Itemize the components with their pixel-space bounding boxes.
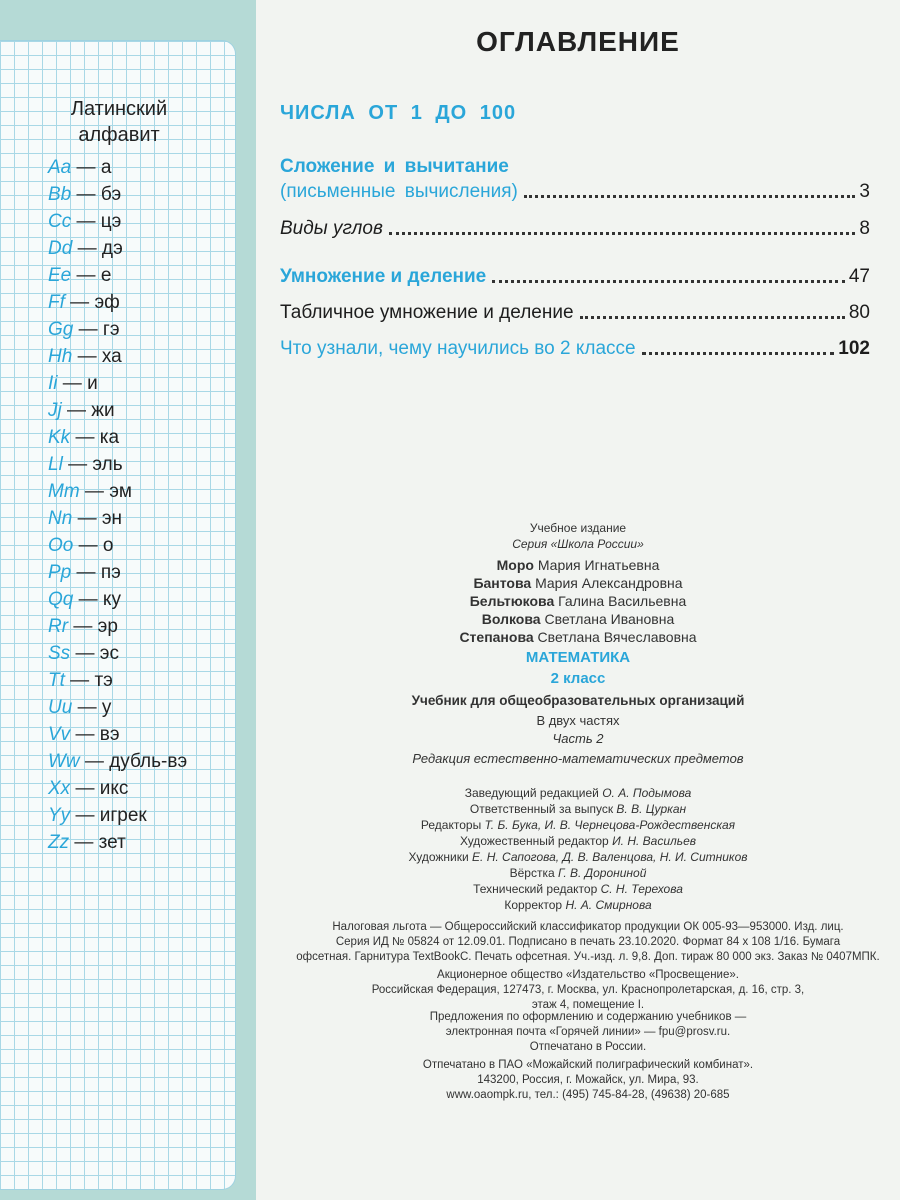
credit-line	[256, 833, 900, 849]
legal-info	[268, 920, 900, 965]
alphabet-title-line2: алфавит	[78, 124, 160, 146]
dash: —	[71, 562, 101, 583]
letter-name: и	[87, 373, 98, 394]
latin-letter: Ss	[48, 643, 71, 664]
latin-letter: Jj	[48, 400, 62, 421]
printer-line: 143200, Россия, г. Можайск, ул. Мира, 93.	[477, 1074, 699, 1086]
printed-in: Отпечатано в России.	[529, 1041, 647, 1053]
latin-letter: Ii	[48, 373, 58, 394]
feedback-info	[268, 1010, 900, 1040]
letter-name: е	[100, 265, 112, 286]
author-surname: Моро	[496, 557, 534, 573]
latin-letter: Ww	[48, 751, 80, 772]
alphabet-entry	[48, 262, 187, 289]
toc-heading: ОГЛАВЛЕНИЕ	[476, 26, 680, 57]
letter-name: зет	[98, 832, 126, 853]
latin-letter: Xx	[48, 778, 71, 799]
author-surname: Волкова	[481, 611, 541, 627]
author-surname: Степанова	[459, 629, 534, 645]
author-surname: Бантова	[473, 575, 532, 591]
alphabet-entry	[48, 586, 187, 613]
alphabet-entry	[48, 694, 187, 721]
toc-entry	[280, 302, 870, 324]
letter-name: игрек	[99, 805, 147, 826]
printer-info	[268, 1058, 900, 1103]
dash: —	[72, 697, 102, 718]
letter-name: эс	[99, 643, 119, 664]
alphabet-entry	[48, 640, 187, 667]
latin-letter: Qq	[48, 589, 74, 610]
letter-name: цэ	[100, 211, 122, 232]
dash: —	[61, 400, 92, 421]
letter-name: ка	[99, 427, 120, 448]
latin-letter: Oo	[48, 535, 74, 556]
alphabet-list	[48, 154, 187, 856]
toc-page-number: 80	[848, 302, 870, 323]
dash: —	[57, 373, 88, 394]
toc-entry-label: Табличное умножение и деление	[280, 302, 574, 323]
alphabet-entry	[48, 181, 187, 208]
credit-person: Е. Н. Сапогова, Д. В. Валенцова, Н. И. Ситников	[472, 850, 748, 864]
latin-letter: Vv	[48, 724, 71, 745]
part-number: Часть 2	[552, 731, 604, 746]
latin-letter: Cc	[48, 211, 72, 232]
latin-letter: Yy	[48, 805, 71, 826]
author-name: Галина Васильевна	[558, 593, 687, 609]
alphabet-entry	[48, 559, 187, 586]
letter-name: ку	[102, 589, 121, 610]
imprint-block	[256, 520, 900, 552]
author-name: Светлана Ивановна	[544, 611, 675, 627]
credits-list	[256, 785, 900, 913]
toc-leader-dots	[642, 352, 835, 355]
latin-letter: Nn	[48, 508, 73, 529]
letter-name: эль	[92, 454, 123, 475]
letter-name: а	[100, 157, 112, 178]
feedback-line: электронная почта «Горячей линии» — fpu@prosv.ru.	[445, 1026, 731, 1038]
latin-letter: Bb	[48, 184, 72, 205]
credit-line	[256, 849, 900, 865]
toc-entry-label: Умножение и деление	[280, 266, 487, 287]
alphabet-entry	[48, 208, 187, 235]
alphabet-entry	[48, 478, 187, 505]
dash: —	[64, 670, 95, 691]
alphabet-title	[24, 96, 214, 148]
toc-leader-dots	[389, 232, 856, 235]
alphabet-entry	[48, 748, 187, 775]
alphabet-entry	[48, 154, 187, 181]
dash: —	[71, 157, 101, 178]
credit-line	[256, 817, 900, 833]
dash: —	[73, 319, 103, 340]
toc-leader-dots	[492, 280, 845, 283]
credit-role: Технический редактор	[473, 882, 598, 896]
credit-role: Художники	[408, 850, 469, 864]
publisher-line: Акционерное общество «Издательство «Просвещение».	[437, 969, 739, 981]
book-type: Учебник для общеобразовательных организаций	[411, 693, 745, 708]
publisher-info	[268, 968, 900, 1013]
toc-page-number: 47	[848, 266, 870, 287]
author	[256, 610, 900, 628]
author	[256, 574, 900, 592]
toc-page-number: 8	[859, 218, 870, 239]
alphabet-entry	[48, 532, 187, 559]
dash: —	[73, 589, 103, 610]
alphabet-entry	[48, 343, 187, 370]
latin-letter: Kk	[48, 427, 71, 448]
printer-line: www.oaompk.ru, тел.: (495) 745-84-28, (49638) 20-685	[446, 1089, 730, 1101]
credit-line	[256, 897, 900, 913]
letter-name: эм	[109, 481, 132, 502]
toc-page-number: 102	[838, 338, 870, 359]
alphabet-entry	[48, 721, 187, 748]
dash: —	[64, 292, 95, 313]
credit-person: О. А. Подымова	[602, 786, 692, 800]
credit-person: С. Н. Терехова	[600, 882, 683, 896]
credit-person: И. Н. Васильев	[612, 834, 697, 848]
letter-name: дубль-вэ	[109, 751, 188, 772]
legal-line: офсетная. Гарнитура TextBookC. Печать офсетная. Уч.-изд. л. 9,8. Доп. тираж 80 000 экз. Заказ № 0407МПК.	[296, 951, 880, 963]
alphabet-entry	[48, 397, 187, 424]
letter-name: тэ	[94, 670, 113, 691]
latin-letter: Uu	[48, 697, 73, 718]
credit-person: Н. А. Смирнова	[565, 898, 652, 912]
dash: —	[79, 481, 110, 502]
author-name: Мария Игнатьевна	[537, 557, 660, 573]
credit-line	[256, 801, 900, 817]
toc-leader-dots	[524, 195, 856, 198]
alphabet-entry	[48, 316, 187, 343]
letter-name: ха	[101, 346, 122, 367]
series-name: Серия «Школа России»	[512, 537, 644, 551]
latin-letter: Mm	[48, 481, 80, 502]
credit-role: Редакторы	[420, 818, 482, 832]
latin-letter: Ee	[48, 265, 72, 286]
toc-entry-label: Виды углов	[280, 218, 383, 239]
credit-role: Заведующий редакцией	[464, 786, 599, 800]
alphabet-entry	[48, 424, 187, 451]
letter-name: бэ	[100, 184, 122, 205]
alphabet-entry	[48, 235, 187, 262]
toc-page	[256, 0, 900, 1200]
alphabet-entry	[48, 829, 187, 856]
dash: —	[70, 643, 100, 664]
credit-line	[256, 881, 900, 897]
latin-letter: Rr	[48, 616, 69, 637]
letter-name: эф	[94, 292, 120, 313]
latin-letter: Zz	[48, 832, 70, 853]
letter-name: у	[101, 697, 112, 718]
author-surname: Бельтюкова	[469, 593, 555, 609]
dash: —	[69, 832, 99, 853]
alphabet-entry	[48, 775, 187, 802]
latin-letter: Ff	[48, 292, 65, 313]
credit-role: Корректор	[504, 898, 563, 912]
credit-line	[256, 865, 900, 881]
credit-role: Вёрстка	[509, 866, 555, 880]
toc-entry	[280, 218, 870, 240]
letter-name: о	[102, 535, 114, 556]
dash: —	[72, 238, 102, 259]
credit-person: Т. Б. Бука, И. В. Чернецова-Рождественская	[484, 818, 736, 832]
title-block	[256, 648, 900, 770]
letter-name: дэ	[101, 238, 123, 259]
letter-name: вэ	[99, 724, 120, 745]
publisher-line: этаж 4, помещение I.	[531, 999, 645, 1011]
alphabet-entry	[48, 667, 187, 694]
letter-name: эр	[97, 616, 118, 637]
letter-name: эн	[101, 508, 123, 529]
credit-person: В. В. Цуркан	[616, 802, 687, 816]
latin-letter: Pp	[48, 562, 72, 583]
author	[256, 628, 900, 646]
latin-letter: Gg	[48, 319, 74, 340]
latin-letter: Hh	[48, 346, 73, 367]
dash: —	[71, 184, 101, 205]
subject-title: МАТЕМАТИКА	[525, 649, 631, 666]
author	[256, 592, 900, 610]
letter-name: гэ	[102, 319, 120, 340]
toc-entry	[280, 338, 870, 360]
toc-entry-addition-row	[280, 181, 870, 203]
latin-letter: Ll	[48, 454, 63, 475]
toc-entry	[280, 266, 870, 288]
feedback-line: Предложения по оформлению и содержанию учебников —	[429, 1011, 747, 1023]
alphabet-entry	[48, 451, 187, 478]
publisher-line: Российская Федерация, 127473, г. Москва, ул. Краснопролетарская, д. 16, стр. 3,	[371, 984, 805, 996]
toc-entry-addition	[280, 155, 509, 179]
alphabet-entry	[48, 289, 187, 316]
alphabet-entry	[48, 370, 187, 397]
dash: —	[70, 805, 100, 826]
latin-letter: Tt	[48, 670, 65, 691]
credit-role: Ответственный за выпуск	[469, 802, 614, 816]
dash: —	[72, 508, 102, 529]
toc-leader-dots	[580, 316, 845, 319]
letter-name: жи	[91, 400, 115, 421]
parts-count: В двух частях	[536, 713, 620, 728]
authors-list	[256, 556, 900, 646]
credit-role: Художественный редактор	[459, 834, 609, 848]
printer-line: Отпечатано в ПАО «Можайский полиграфический комбинат».	[422, 1059, 754, 1071]
dash: —	[68, 616, 98, 637]
alphabet-entry	[48, 802, 187, 829]
dash: —	[73, 535, 103, 556]
dash: —	[71, 211, 101, 232]
legal-line: Налоговая льгота — Общероссийский классификатор продукции ОК 005-93—953000. Изд. лиц.	[332, 921, 844, 933]
dash: —	[71, 265, 101, 286]
letter-name: икс	[99, 778, 129, 799]
credit-line	[256, 785, 900, 801]
toc-section-title: ЧИСЛА ОТ 1 ДО 100	[280, 102, 517, 124]
dash: —	[70, 427, 100, 448]
dash: —	[72, 346, 102, 367]
dash: —	[70, 724, 100, 745]
author	[256, 556, 900, 574]
latin-letter: Dd	[48, 238, 73, 259]
dash: —	[79, 751, 110, 772]
edition-type: Учебное издание	[529, 521, 627, 535]
letter-name: пэ	[100, 562, 121, 583]
latin-letter: Aa	[48, 157, 72, 178]
dash: —	[62, 454, 93, 475]
toc-entry-addition-line2: (письменные вычисления)	[280, 181, 518, 202]
toc-page-number: 3	[859, 181, 870, 202]
toc-entry-label: Что узнали, чему научились во 2 классе	[280, 338, 636, 359]
alphabet-entry	[48, 613, 187, 640]
author-name: Мария Александровна	[535, 575, 683, 591]
alphabet-entry	[48, 505, 187, 532]
dash: —	[70, 778, 100, 799]
credit-person: Г. В. Дорониной	[558, 866, 647, 880]
grade: 2 класс	[550, 670, 606, 687]
author-name: Светлана Вячеславовна	[537, 629, 697, 645]
legal-line: Серия ИД № 05824 от 12.09.01. Подписано в печать 23.10.2020. Формат 84 x 108 1/16. Бумага	[335, 936, 841, 948]
toc-entry-addition-line1: Сложение и вычитание	[280, 156, 509, 177]
alphabet-title-line1: Латинский	[70, 98, 168, 120]
editorial-office: Редакция естественно-математических предметов	[412, 751, 744, 766]
